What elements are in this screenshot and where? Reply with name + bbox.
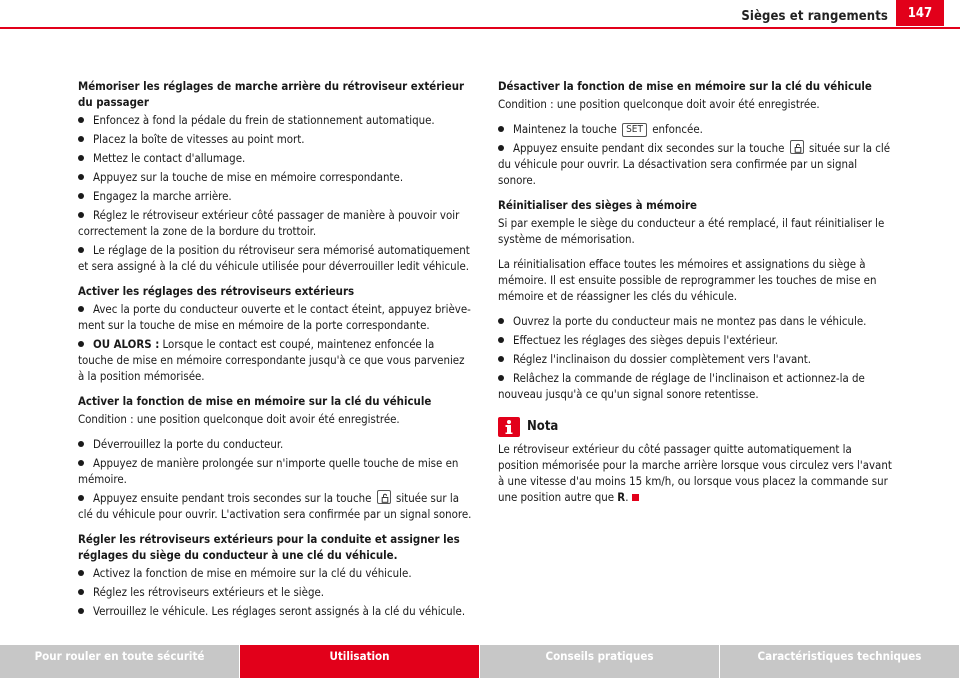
condition-text: Condition : une position quelconque doit avoir été enregistrée. bbox=[78, 412, 400, 426]
section-heading: Mémoriser les réglages de marche arrière du rétroviseur extérieur du passager bbox=[78, 79, 465, 109]
bullet-icon bbox=[498, 337, 504, 343]
note-title: Nota bbox=[527, 419, 559, 434]
bullet-icon bbox=[498, 126, 504, 132]
bullet-icon bbox=[78, 570, 84, 576]
bullet-icon bbox=[78, 306, 84, 312]
bullet-icon bbox=[78, 589, 84, 595]
note-header bbox=[498, 417, 892, 437]
info-icon bbox=[498, 417, 520, 437]
tab-operation[interactable]: Utilisation bbox=[240, 645, 480, 678]
list-item: Relâchez la commande de réglage de l'inclinaison et actionnez-la de nouveau jusqu'à ce qu'un signal sonore retentisse. bbox=[498, 371, 865, 401]
condition-text: Condition : une position quelconque doit avoir été enregistrée. bbox=[498, 97, 820, 111]
key-unlock-icon bbox=[377, 490, 391, 504]
bullet-icon bbox=[498, 145, 504, 151]
bullet-icon bbox=[78, 174, 84, 180]
tab-practical-tips[interactable]: Conseils pratiques bbox=[480, 645, 720, 678]
list-item: Déverrouillez la porte du conducteur. bbox=[78, 436, 472, 452]
left-column bbox=[78, 78, 472, 622]
list-item: Mettez le contact d'allumage. bbox=[78, 150, 472, 166]
page-title: Sièges et rangements bbox=[741, 9, 888, 24]
bullet-icon bbox=[78, 460, 84, 466]
bullet-icon bbox=[78, 212, 84, 218]
list-item: OU ALORS : Lorsque le contact est coupé, maintenez enfoncée la touche de mise en mémoire correspondante jusqu'à ce que vous parveniez à la position mémorisée. bbox=[78, 337, 465, 383]
header-divider bbox=[0, 27, 960, 29]
bullet-icon bbox=[498, 318, 504, 324]
list-item: Maintenez la touche SET enfoncée. bbox=[498, 121, 892, 137]
bullet-icon bbox=[498, 375, 504, 381]
right-column bbox=[498, 78, 892, 508]
list-item: Appuyez de manière prolongée sur n'importe quelle touche de mise en mémoire. bbox=[78, 456, 459, 486]
list-item: Activez la fonction de mise en mémoire sur la clé du véhicule. bbox=[78, 565, 472, 581]
key-unlock-icon bbox=[790, 140, 804, 154]
set-key-icon: SET bbox=[622, 123, 647, 137]
bullet-icon bbox=[78, 193, 84, 199]
note-text: Le rétroviseur extérieur du côté passager quitte automatiquement la position mémorisée pour la marche arrière lorsque vous circulez vers l'avant à une vitesse d'au moins 15 km/h, ou lorsque vous placez la commande sur une position autre que R. bbox=[498, 442, 892, 504]
list-item: Verrouillez le véhicule. Les réglages seront assignés à la clé du véhicule. bbox=[78, 603, 472, 619]
list-item: Appuyez ensuite pendant trois secondes sur la touche située sur la clé du véhicule pour ouvrir. L'activation sera confirmée par un signal sonore. bbox=[78, 491, 472, 521]
section-end-icon bbox=[632, 494, 639, 501]
list-item: Ouvrez la porte du conducteur mais ne montez pas dans le véhicule. bbox=[498, 313, 892, 329]
list-item: Effectuez les réglages des sièges depuis l'extérieur. bbox=[498, 332, 892, 348]
page-number-badge: 147 bbox=[896, 0, 944, 26]
list-item: Réglez l'inclinaison du dossier complètement vers l'avant. bbox=[498, 351, 892, 367]
footer-nav bbox=[0, 645, 960, 678]
list-item: Réglez le rétroviseur extérieur côté passager de manière à pouvoir voir correctement la zone de la bordure du trottoir. bbox=[78, 208, 460, 238]
bullet-icon bbox=[78, 155, 84, 161]
section-heading: Régler les rétroviseurs extérieurs pour la conduite et assigner les réglages du siège du conducteur à une clé du véhicule. bbox=[78, 532, 460, 562]
bullet-icon bbox=[78, 495, 84, 501]
list-item: Le réglage de la position du rétroviseur sera mémorisé automatiquement et sera assigné à la clé du véhicule utilisée pour déverrouiller ledit véhicule. bbox=[78, 243, 470, 273]
bullet-icon bbox=[78, 247, 84, 253]
list-item: Réglez les rétroviseurs extérieurs et le siège. bbox=[78, 584, 472, 600]
paragraph: La réinitialisation efface toutes les mémoires et assignations du siège à mémoire. Il est ensuite possible de reprogrammer les touches de mise en mémoire et de réassigner les clés du véhicule. bbox=[498, 257, 877, 303]
list-item: Engagez la marche arrière. bbox=[78, 188, 472, 204]
paragraph: Si par exemple le siège du conducteur a été remplacé, il faut réinitialiser le système de mémorisation. bbox=[498, 216, 885, 246]
section-heading: Désactiver la fonction de mise en mémoire sur la clé du véhicule bbox=[498, 79, 872, 93]
list-item: Appuyez sur la touche de mise en mémoire correspondante. bbox=[78, 169, 472, 185]
tab-technical-data[interactable]: Caractéristiques techniques bbox=[720, 645, 960, 678]
bullet-icon bbox=[78, 117, 84, 123]
bullet-icon bbox=[78, 441, 84, 447]
section-heading: Activer les réglages des rétroviseurs extérieurs bbox=[78, 284, 355, 298]
page-header bbox=[0, 0, 960, 30]
list-item: Enfoncez à fond la pédale du frein de stationnement automatique. bbox=[78, 112, 472, 128]
bullet-icon bbox=[498, 356, 504, 362]
list-item: Placez la boîte de vitesses au point mort. bbox=[78, 131, 472, 147]
section-heading: Activer la fonction de mise en mémoire sur la clé du véhicule bbox=[78, 394, 432, 408]
list-item: Appuyez ensuite pendant dix secondes sur la touche située sur la clé du véhicule pour ouvrir. La désactivation sera confirmée par un signal sonore. bbox=[498, 141, 891, 187]
bullet-icon bbox=[78, 608, 84, 614]
bullet-icon bbox=[78, 136, 84, 142]
list-item: Avec la porte du conducteur ouverte et le contact éteint, appuyez brièvement sur la touche de mise en mémoire de la porte correspondante. bbox=[78, 302, 471, 332]
section-heading: Réinitialiser des sièges à mémoire bbox=[498, 198, 697, 212]
bullet-icon bbox=[78, 341, 84, 347]
tab-safety[interactable]: Pour rouler en toute sécurité bbox=[0, 645, 240, 678]
